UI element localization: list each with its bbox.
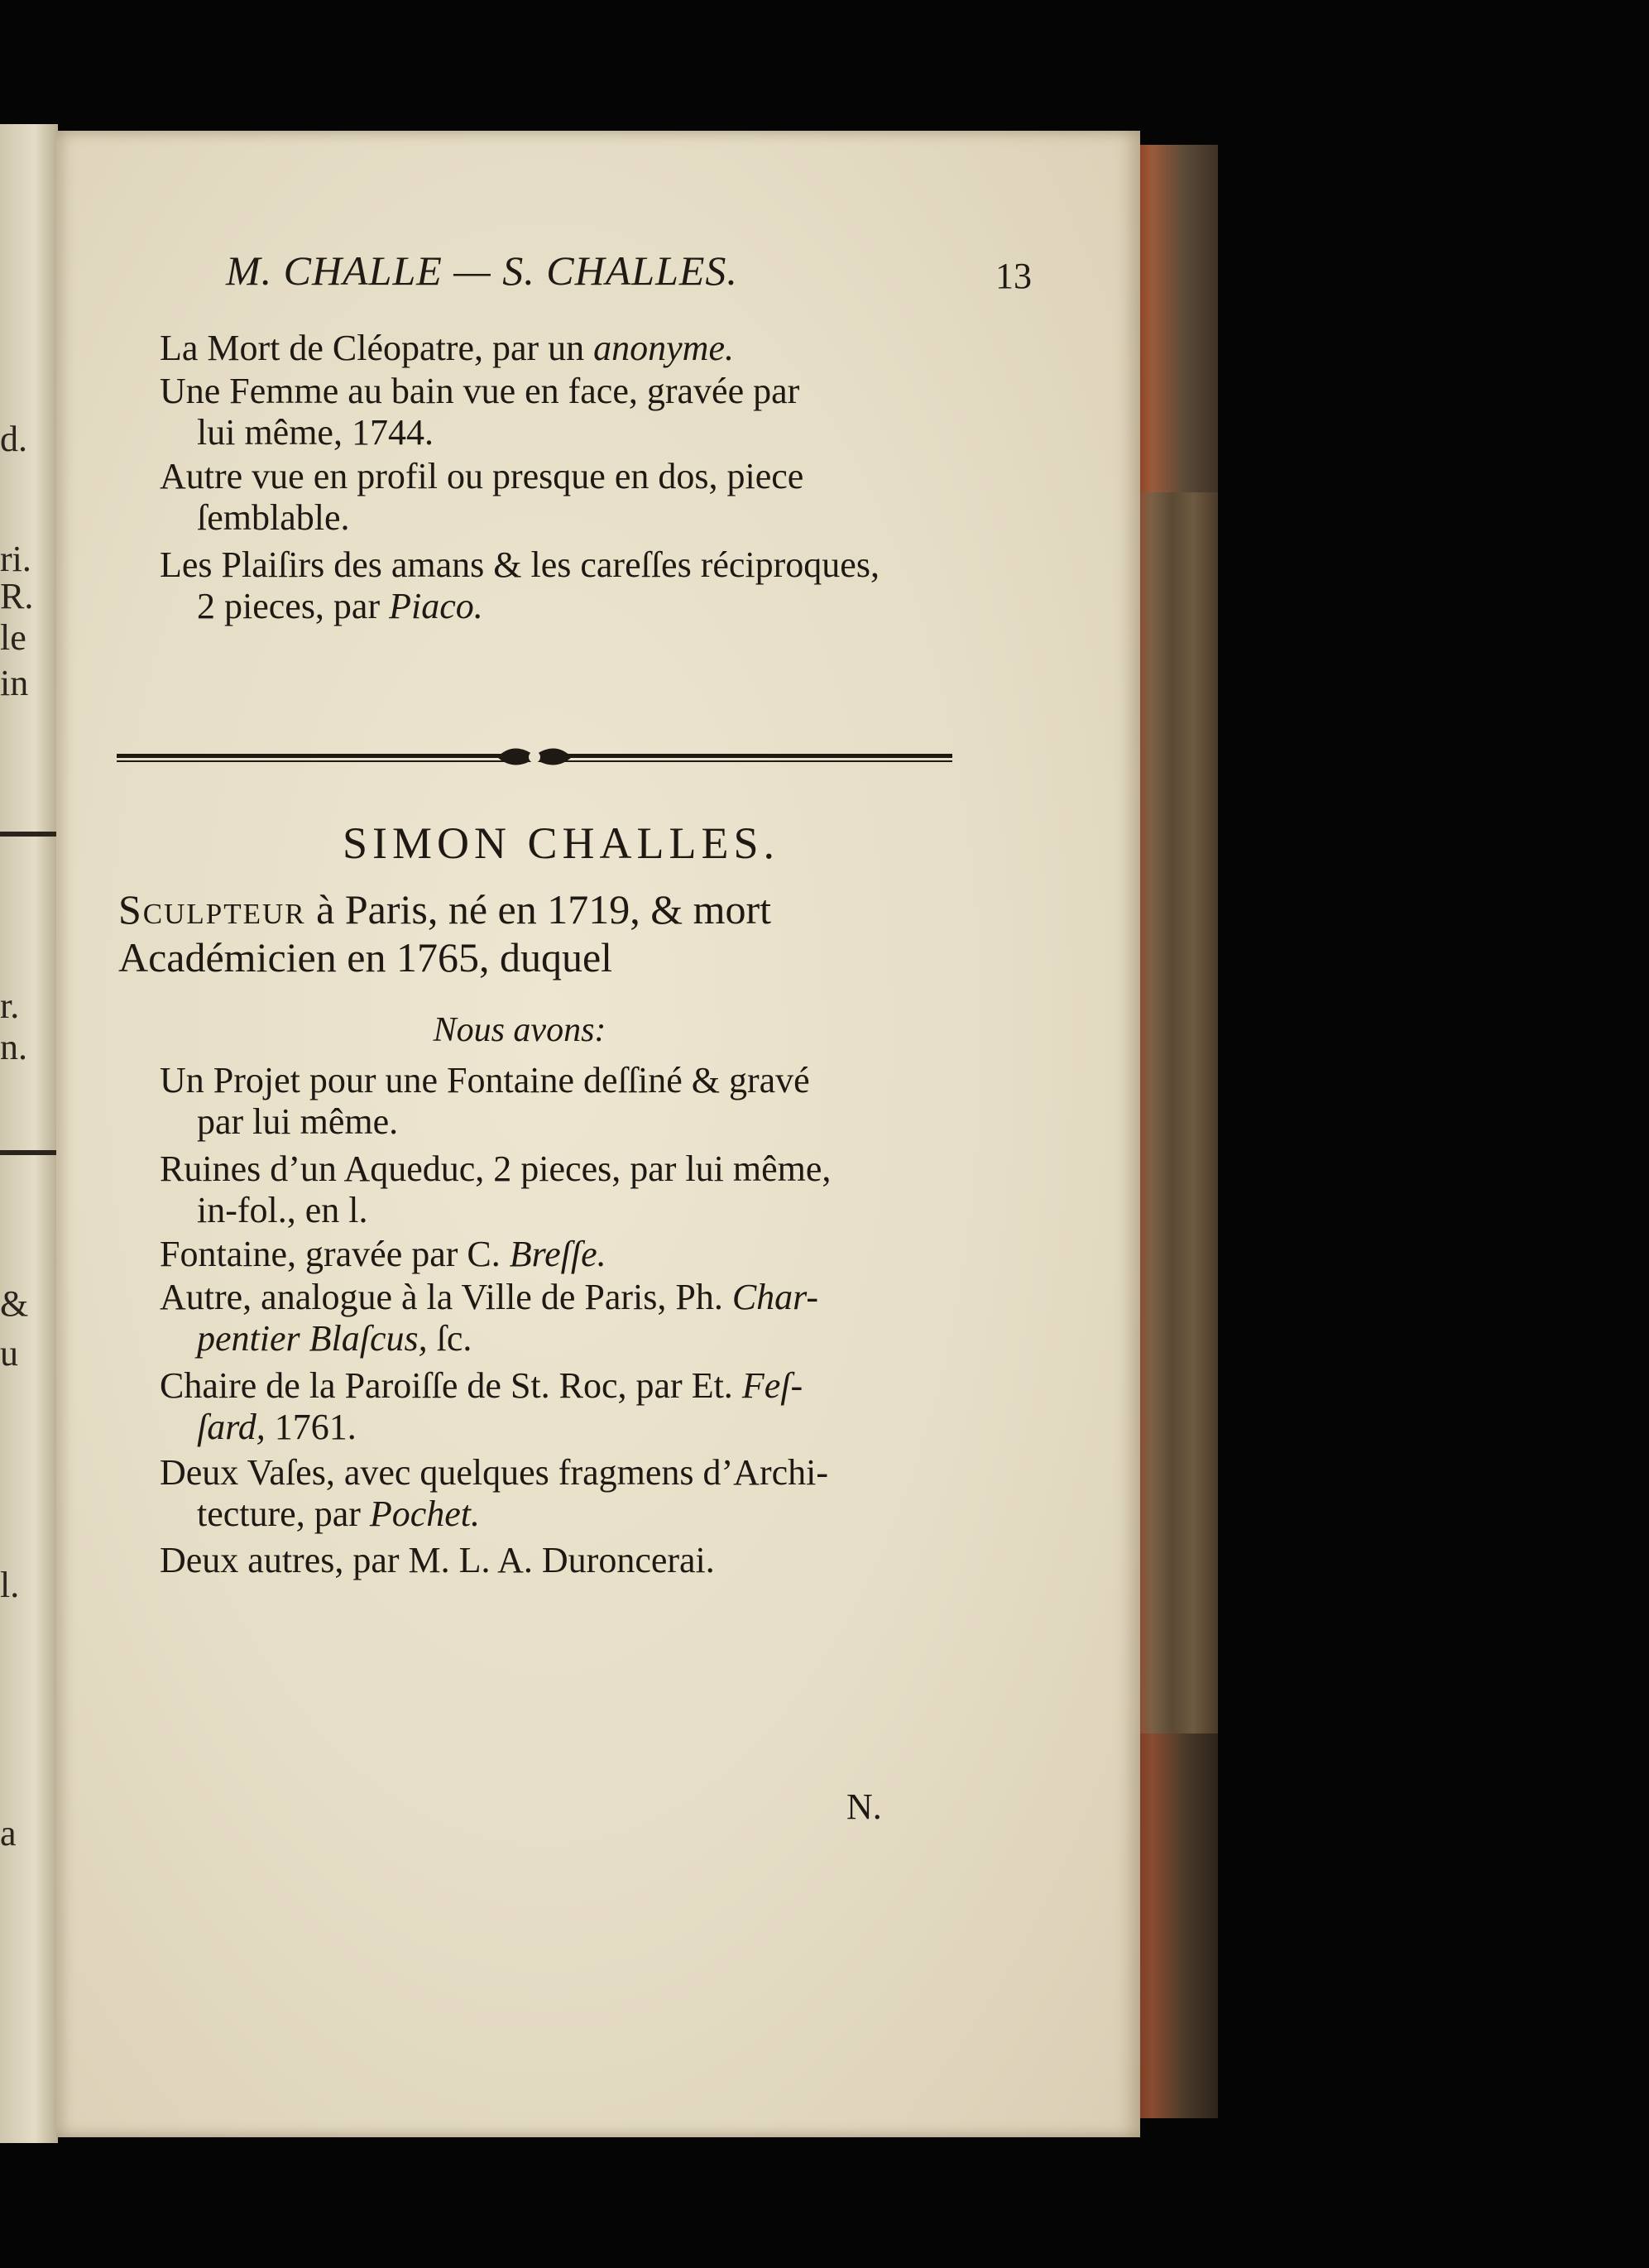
catalog-entry [160, 1452, 954, 1535]
entry-text: in-fol., en l. [197, 1190, 368, 1230]
entry-text: Un Projet pour une Fontaine deſſiné & gravé [160, 1060, 810, 1100]
catalog-entry [160, 544, 954, 627]
book-page [56, 131, 1140, 2137]
entry-text: lui même, 1744. [197, 412, 434, 453]
catalog-entry [160, 1060, 954, 1143]
entry-text: ſemblable. [197, 497, 350, 538]
catalog-entry [160, 1365, 954, 1448]
entry-text: 2 pieces, par [197, 586, 390, 626]
left-rule [0, 832, 58, 837]
page-number: 13 [995, 256, 1032, 296]
entry-text: Chaire de la Paroiſſe de St. Roc, par Et. [160, 1365, 742, 1406]
binding-band [1135, 1733, 1218, 2118]
artist-intro [118, 885, 954, 981]
catalog-entry [160, 456, 954, 539]
entry-italic: ſard, [197, 1407, 275, 1447]
entry-text: Deux autres, par M. L. A. Duroncerai. [160, 1540, 715, 1580]
entry-text: La Mort de Cléopatre, par un [160, 328, 594, 368]
book-binding-edge [1135, 145, 1218, 2118]
left-page-fragment: & [0, 1283, 29, 1324]
left-page-fragment: l. [0, 1565, 20, 1605]
entry-text: Une Femme au bain vue en face, gravée par [160, 371, 800, 411]
entry-italic: Piaco. [389, 586, 483, 626]
intro-text: à Paris, né en 1719, & mort [305, 886, 772, 933]
left-page-fragment: ri. [0, 539, 31, 579]
left-rule [0, 1150, 58, 1155]
left-page-edge [0, 124, 58, 2143]
entry-italic: Breſſe. [509, 1234, 606, 1274]
entry-text: 1761. [274, 1407, 357, 1447]
catalog-entry [160, 1540, 954, 1581]
left-page-fragment: d. [0, 419, 27, 459]
ornamental-rule [117, 732, 952, 782]
catalog-entry [160, 328, 954, 369]
entry-italic: Feſ- [741, 1365, 803, 1406]
left-page-fragment: le [0, 617, 26, 658]
left-page-fragment: r. [0, 985, 20, 1026]
entry-text: Autre, analogue à la Ville de Paris, Ph. [160, 1277, 732, 1317]
catalog-entry [160, 1234, 954, 1275]
catchword: N. [846, 1786, 882, 1827]
left-page-fragment: in [0, 663, 29, 703]
left-page-fragment: n. [0, 1027, 27, 1067]
binding-band [1135, 145, 1218, 492]
subheading: Nous avons: [433, 1011, 606, 1049]
left-page-fragment: u [0, 1333, 18, 1374]
entry-text: ſc. [436, 1318, 472, 1359]
intro-text: Académicien en 1765, duquel [118, 934, 613, 981]
entry-text: tecture, par [197, 1494, 370, 1534]
left-page-fragment: R. [0, 576, 34, 616]
entry-italic: anonyme. [593, 328, 734, 368]
section-title: SIMON CHALLES. [342, 818, 780, 868]
entry-text: Ruines d’un Aqueduc, 2 pieces, par lui même, [160, 1148, 832, 1189]
catalog-entry [160, 371, 954, 453]
catalog-entry [160, 1277, 954, 1359]
entry-italic: pentier Blaſcus, [197, 1318, 437, 1359]
entry-text: Fontaine, gravée par C. [160, 1234, 510, 1274]
running-head: M. CHALLE — S. CHALLES. [226, 247, 738, 294]
entry-text: Deux Vaſes, avec quelques fragmens d’Archi- [160, 1452, 829, 1493]
catalog-entry [160, 1148, 954, 1231]
entry-text: Les Plaiſirs des amans & les careſſes réciproques, [160, 544, 880, 585]
left-page-fragment: a [0, 1813, 17, 1853]
intro-lead: Sculpteur [118, 886, 306, 933]
entry-italic: Pochet. [369, 1494, 481, 1534]
entry-italic: Char- [731, 1277, 819, 1317]
entry-text: Autre vue en profil ou presque en dos, piece [160, 456, 804, 496]
entry-text: par lui même. [197, 1101, 399, 1142]
